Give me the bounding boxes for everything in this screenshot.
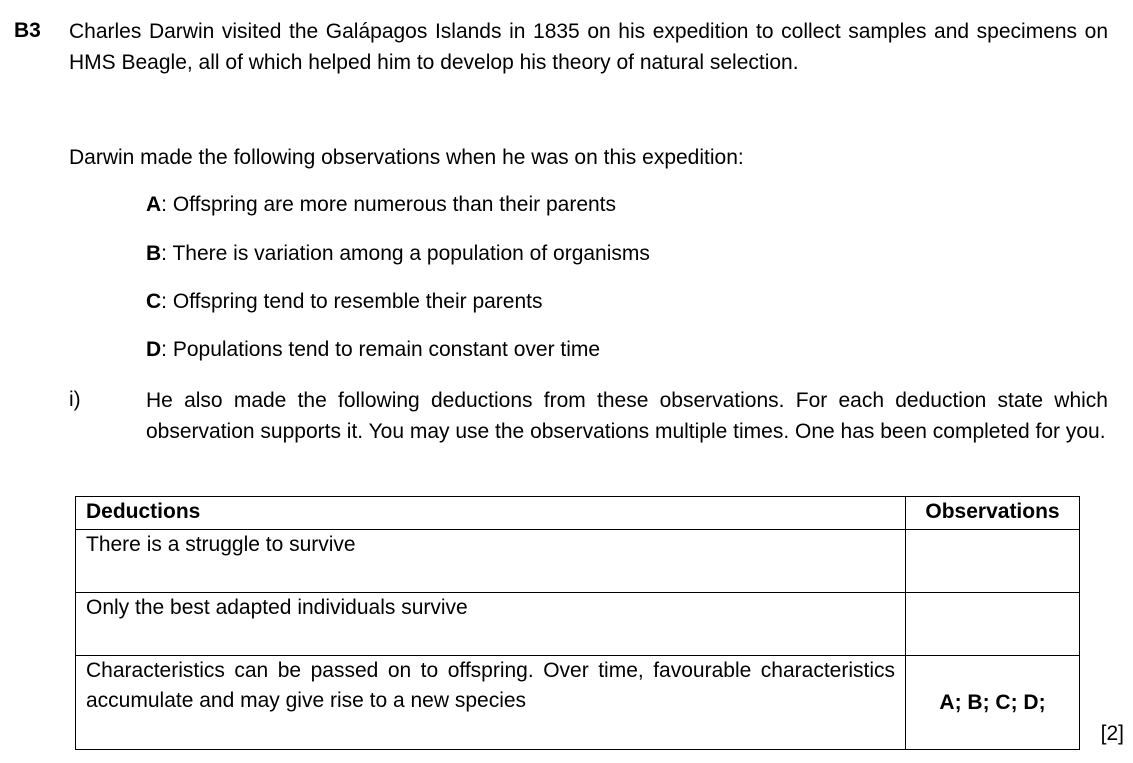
table-row xyxy=(76,593,1080,656)
deduction-cell: Characteristics can be passed on to offspring. Over time, favourable characteristics accumulate and may give rise to a new species xyxy=(76,656,906,750)
header-deductions: Deductions xyxy=(76,497,906,530)
observation-letter: B xyxy=(146,242,162,265)
observation-text: : Offspring tend to resemble their parents xyxy=(161,290,543,313)
deductions-table xyxy=(75,496,1080,750)
observation-answer-cell[interactable] xyxy=(906,530,1080,593)
deduction-cell: There is a struggle to survive xyxy=(76,530,906,593)
table-row xyxy=(76,656,1080,750)
observation-d xyxy=(146,335,600,365)
observation-text: : Populations tend to remain constant over time xyxy=(161,338,601,361)
observations-lead: Darwin made the following observations when he was on this expedition: xyxy=(69,146,744,169)
observation-c xyxy=(146,287,542,317)
question-intro: Charles Darwin visited the Galápagos Islands in 1835 on his expedition to collect samples and specimens on HMS Beagle, all of which helped him to develop his theory of natural selection. xyxy=(69,20,1108,74)
question-number: B3 xyxy=(14,19,41,42)
observation-a xyxy=(146,190,616,220)
observation-letter: D xyxy=(146,338,162,361)
observation-b xyxy=(146,239,650,269)
observation-text: : Offspring are more numerous than their parents xyxy=(161,193,617,216)
observation-text: : There is variation among a population of organisms xyxy=(161,242,650,265)
deduction-cell: Only the best adapted individuals survive xyxy=(76,593,906,656)
part-instructions: He also made the following deductions from these observations. For each deduction state which observation supports it. You may use the observations multiple times. One has been completed for you. xyxy=(146,389,1108,443)
part-label: i) xyxy=(69,388,81,411)
marks-label: [2] xyxy=(1100,722,1124,745)
observation-answer-cell[interactable] xyxy=(906,593,1080,656)
observation-letter: C xyxy=(146,290,162,313)
header-observations: Observations xyxy=(906,497,1080,530)
observation-answer-cell: A; B; C; D; xyxy=(906,656,1080,750)
table-header-row xyxy=(76,497,1080,530)
observation-letter: A xyxy=(146,193,162,216)
table-row xyxy=(76,530,1080,593)
